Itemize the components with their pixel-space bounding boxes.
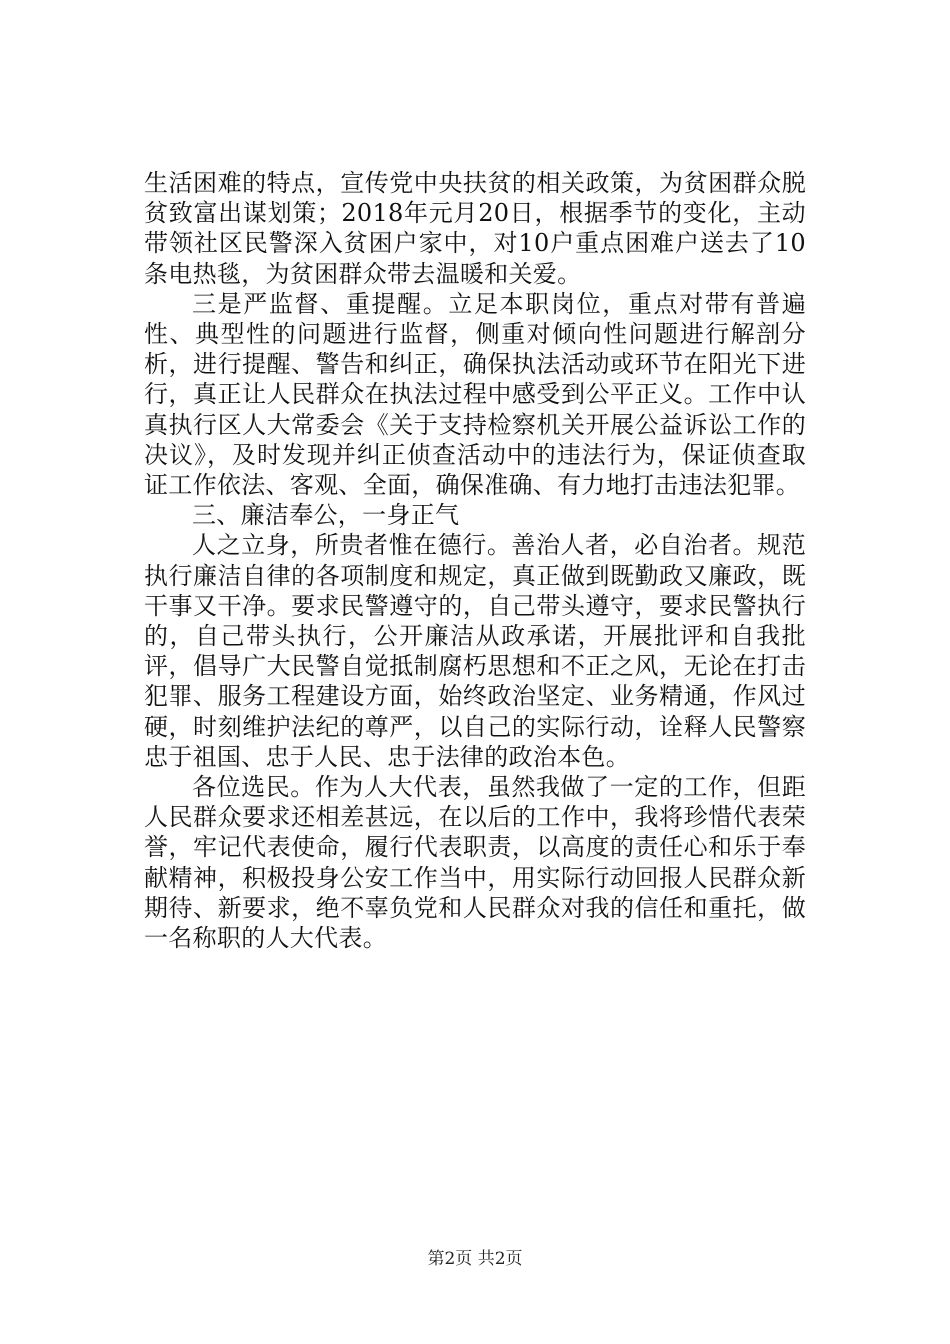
paragraph-closing: 各位选民。作为人大代表，虽然我做了一定的工作，但距人民群众要求还相差甚远，在以后的工作中，我将珍惜代表荣誉，牢记代表使命，履行代表职责，以高度的责任心和乐于奉献精神，积极投身公安工作当中，用实际行动回报人民群众新期待、新要求，绝不辜负党和人民群众对我的信任和重托，做一名称职的人大代表。 [144, 773, 806, 953]
paragraph-integrity: 人之立身，所贵者惟在德行。善治人者，必自治者。规范执行廉洁自律的各项制度和规定，真正做到既勤政又廉政，既干事又干净。要求民警遵守的，自己带头遵守，要求民警执行的，自己带头执行，公开廉洁从政承诺，开展批评和自我批评，倡导广大民警自觉抵制腐朽思想和不正之风，无论在打击犯罪、服务工程建设方面，始终政治坚定、业务精通，作风过硬，时刻维护法纪的尊严，以自己的实际行动，诠释人民警察忠于祖国、忠于人民、忠于法律的政治本色。 [144, 531, 806, 771]
section-heading: 三、廉洁奉公，一身正气 [192, 501, 460, 530]
document-body [144, 168, 806, 953]
page-number-footer: 第2页 共2页 [427, 1249, 523, 1269]
paragraph-supervision: 三是严监督、重提醒。立足本职岗位，重点对带有普遍性、典型性的问题进行监督，侧重对倾向性问题进行解剖分析，进行提醒、警告和纠正，确保执法活动或环节在阳光下进行，真正让人民群众在执法过程中感受到公平正义。工作中认真执行区人大常委会《关于支持检察机关开展公益诉讼工作的决议》，及时发现并纠正侦查活动中的违法行为，保证侦查取证工作依法、客观、全面，确保准确、有力地打击违法犯罪。 [144, 289, 806, 500]
paragraph-continuation: 生活困难的特点，宣传党中央扶贫的相关政策，为贫困群众脱贫致富出谋划策；2018年元月20日，根据季节的变化，主动带领社区民警深入贫困户家中，对10户重点困难户送去了10条电热毯，为贫困群众带去温暖和关爱。 [144, 169, 806, 288]
